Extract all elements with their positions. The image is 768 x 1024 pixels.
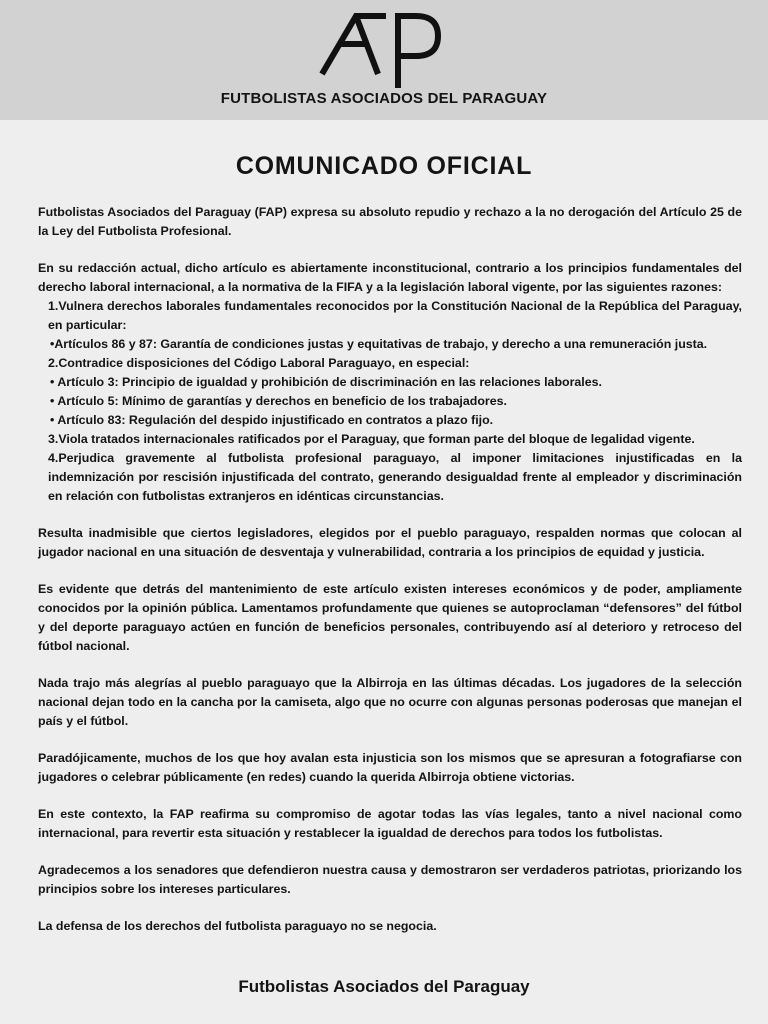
list-subitem: • Artículo 83: Regulación del despido injustificado en contratos a plazo fijo. bbox=[50, 413, 494, 427]
paragraph: Resulta inadmisible que ciertos legisladores, elegidos por el pueblo paraguayo, respalden normas que colocan al jugador nacional en una situación de desventaja y vulnerabilidad, contraria a los principios de equidad y justicia. bbox=[38, 526, 742, 559]
fap-logo bbox=[316, 10, 452, 90]
paragraph: Futbolistas Asociados del Paraguay (FAP) expresa su absoluto repudio y rechazo a la no derogación del Artículo 25 de la Ley del Futbolista Profesional. bbox=[38, 205, 742, 238]
paragraph: En este contexto, la FAP reafirma su compromiso de agotar todas las vías legales, tanto a nivel nacional como internacional, para revertir esta situación y restablecer la igualdad de derechos para todos los futbolistas. bbox=[38, 807, 742, 840]
page-title: COMUNICADO OFICIAL bbox=[235, 152, 533, 180]
header-banner bbox=[0, 0, 768, 120]
paragraph: Paradójicamente, muchos de los que hoy avalan esta injusticia son los mismos que se apresuran a fotografiarse con jugadores o celebrar públicamente (en redes) cuando la querida Albirroja obtiene victorias. bbox=[38, 751, 742, 784]
list-item: 3.Viola tratados internacionales ratificados por el Paraguay, que forman parte del bloque de legalidad vigente. bbox=[48, 432, 695, 446]
list-item: 2.Contradice disposiciones del Código Laboral Paraguayo, en especial: bbox=[48, 356, 470, 370]
list-subitem: •Artículos 86 y 87: Garantía de condiciones justas y equitativas de trabajo, y derecho a una remuneración justa. bbox=[50, 337, 708, 351]
paragraph: Es evidente que detrás del mantenimiento de este artículo existen intereses económicos y de poder, ampliamente conocidos por la opinión pública. Lamentamos profundamente que quienes se autoproclaman “defensores” del fútbol y del deporte paraguayo actúen en función de beneficios personales, contribuyendo así al deterioro y retroceso del fútbol nacional. bbox=[38, 582, 742, 653]
signature: Futbolistas Asociados del Paraguay bbox=[238, 977, 530, 996]
communique-body bbox=[38, 203, 742, 954]
reasons-list bbox=[38, 259, 742, 506]
list-intro: En su redacción actual, dicho artículo es abiertamente inconstitucional, contrario a los principios fundamentales del derecho laboral internacional, a la normativa de la FIFA y a la legislación laboral vigente, por las siguientes razones: bbox=[38, 261, 742, 294]
list-item: 1.Vulnera derechos laborales fundamentales reconocidos por la Constitución Nacional de la República del Paraguay, en particular: bbox=[48, 299, 742, 332]
paragraph: La defensa de los derechos del futbolista paraguayo no se negocia. bbox=[38, 919, 437, 933]
list-subitem: • Artículo 3: Principio de igualdad y prohibición de discriminación en las relaciones laborales. bbox=[50, 375, 602, 389]
list-subitem: • Artículo 5: Mínimo de garantías y derechos en beneficio de los trabajadores. bbox=[50, 394, 507, 408]
list-item: 4.Perjudica gravemente al futbolista profesional paraguayo, al imponer limitaciones injustificadas en la indemnización por rescisión injustificada del contrato, generando desigualdad frente al empleador y discriminación en relación con futbolistas extranjeros en idénticas circunstancias. bbox=[48, 451, 742, 503]
paragraph: Nada trajo más alegrías al pueblo paraguayo que la Albirroja en las últimas décadas. Los jugadores de la selección nacional dejan todo en la cancha por la camiseta, algo que no ocurre con algunas personas poderosas que manejan el país y el fútbol. bbox=[38, 676, 742, 728]
org-name: FUTBOLISTAS ASOCIADOS DEL PARAGUAY bbox=[220, 90, 548, 107]
paragraph: Agradecemos a los senadores que defendieron nuestra causa y demostraron ser verdaderos patriotas, priorizando los principios sobre los intereses particulares. bbox=[38, 863, 742, 896]
